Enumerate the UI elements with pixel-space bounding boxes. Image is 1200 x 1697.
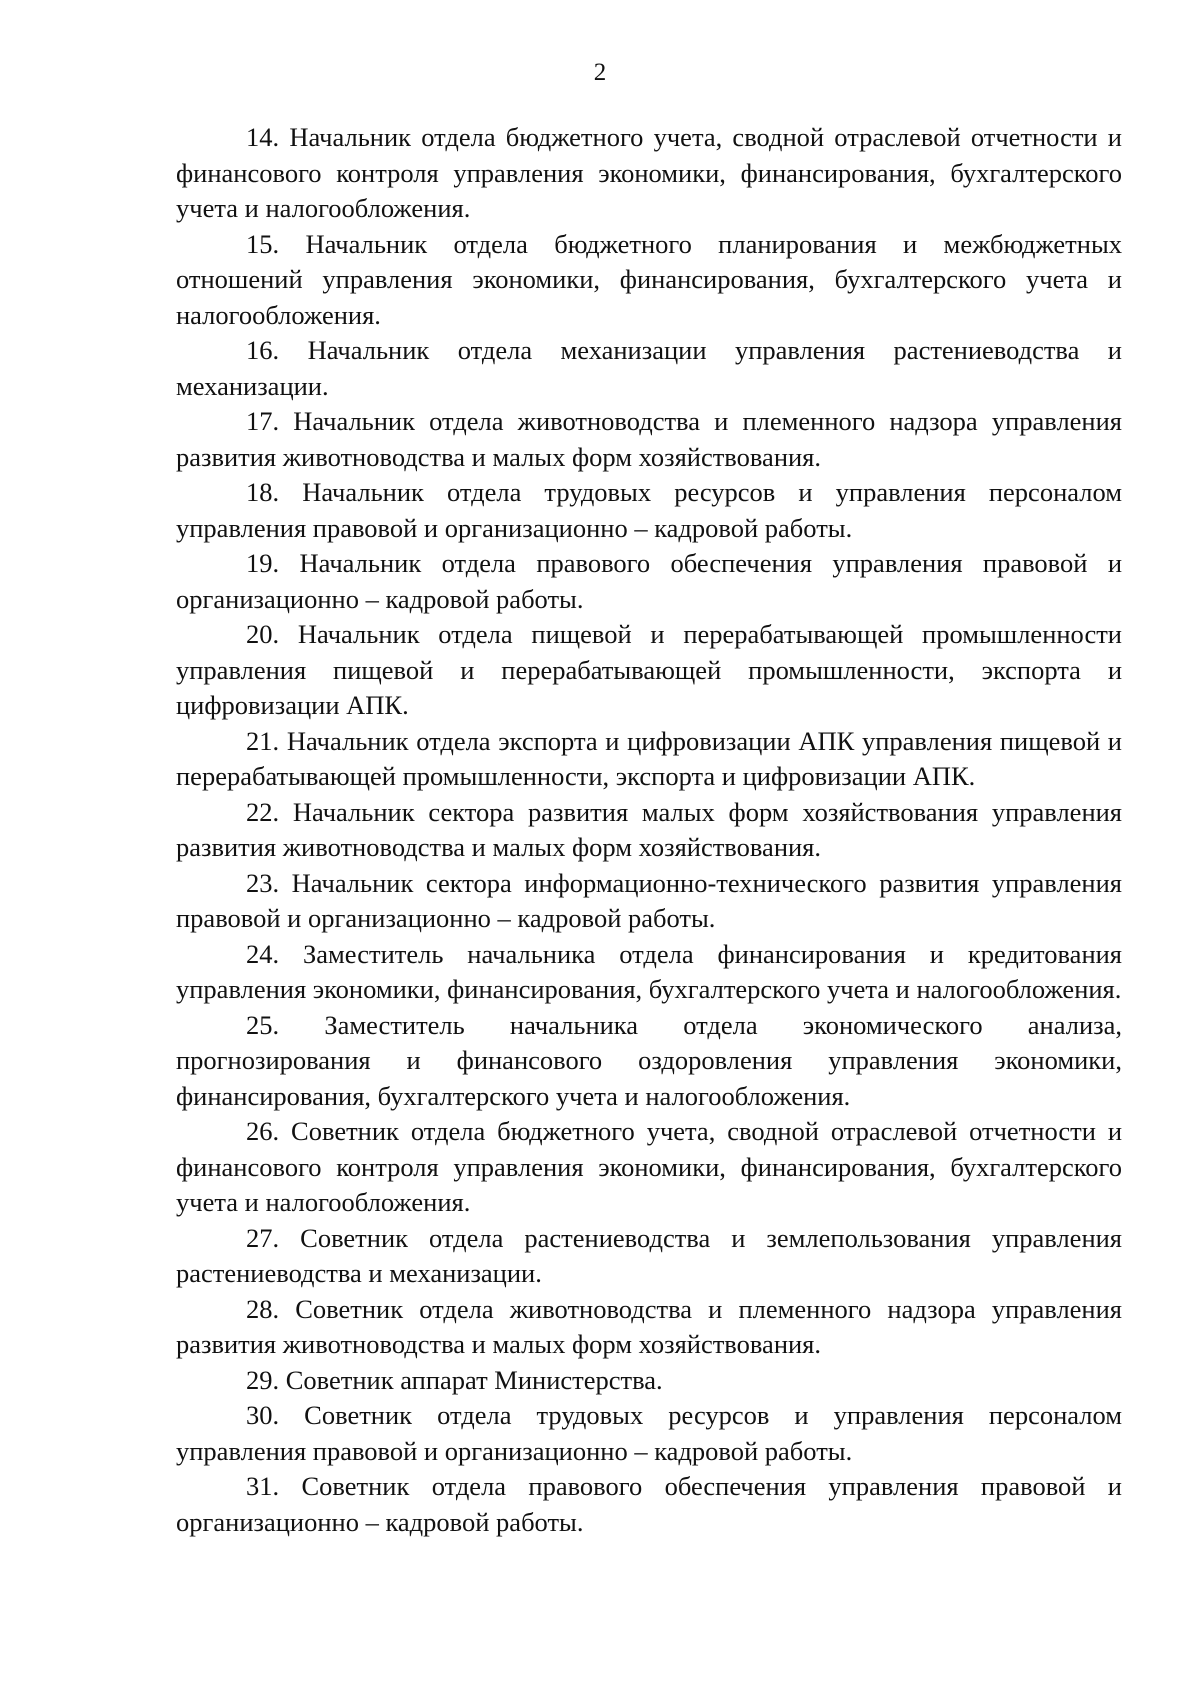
position-list xyxy=(176,120,1122,1540)
list-item-18: 18. Начальник отдела трудовых ресурсов и управления персоналом управления правовой и организационно – кадровой работы. xyxy=(176,477,1122,543)
list-item-21: 21. Начальник отдела экспорта и цифровизации АПК управления пищевой и перерабатывающей промышленности, экспорта и цифровизации АПК. xyxy=(176,725,1122,791)
list-item-15: 15. Начальник отдела бюджетного планирования и межбюджетных отношений управления экономики, финансирования, бухгалтерского учета и налогообложения. xyxy=(176,228,1122,330)
page-number: 2 xyxy=(593,59,607,86)
list-item-19: 19. Начальник отдела правового обеспечения управления правовой и организационно – кадровой работы. xyxy=(176,548,1122,614)
list-item-29: 29. Советник аппарат Министерства. xyxy=(246,1364,663,1395)
list-item-17: 17. Начальник отдела животноводства и племенного надзора управления развития животноводства и малых форм хозяйствования. xyxy=(176,406,1122,472)
list-item-16: 16. Начальник отдела механизации управления растениеводства и механизации. xyxy=(176,335,1122,401)
list-item-28: 28. Советник отдела животноводства и племенного надзора управления развития животноводства и малых форм хозяйствования. xyxy=(176,1293,1122,1359)
list-item-31: 31. Советник отдела правового обеспечения управления правовой и организационно – кадровой работы. xyxy=(176,1471,1122,1537)
list-item-27: 27. Советник отдела растениеводства и землепользования управления растениеводства и механизации. xyxy=(176,1222,1122,1288)
list-item-25: 25. Заместитель начальника отдела экономического анализа, прогнозирования и финансового оздоровления управления экономики, финансирования, бухгалтерского учета и налогообложения. xyxy=(176,1009,1122,1111)
list-item-20: 20. Начальник отдела пищевой и перерабатывающей промышленности управления пищевой и перерабатывающей промышленности, экспорта и цифровизации АПК. xyxy=(176,619,1122,720)
list-item-14: 14. Начальник отдела бюджетного учета, сводной отраслевой отчетности и финансового контроля управления экономики, финансирования, бухгалтерского учета и налогообложения. xyxy=(176,122,1122,223)
list-item-23: 23. Начальник сектора информационно-технического развития управления правовой и организационно – кадровой работы. xyxy=(176,867,1122,933)
list-item-26: 26. Советник отдела бюджетного учета, сводной отраслевой отчетности и финансового контроля управления экономики, финансирования, бухгалтерского учета и налогообложения. xyxy=(176,1116,1122,1217)
list-item-30: 30. Советник отдела трудовых ресурсов и управления персоналом управления правовой и организационно – кадровой работы. xyxy=(176,1400,1122,1466)
list-item-24: 24. Заместитель начальника отдела финансирования и кредитования управления экономики, финансирования, бухгалтерского учета и налогообложения. xyxy=(176,938,1122,1004)
list-item-22: 22. Начальник сектора развития малых форм хозяйствования управления развития животноводства и малых форм хозяйствования. xyxy=(176,796,1122,862)
